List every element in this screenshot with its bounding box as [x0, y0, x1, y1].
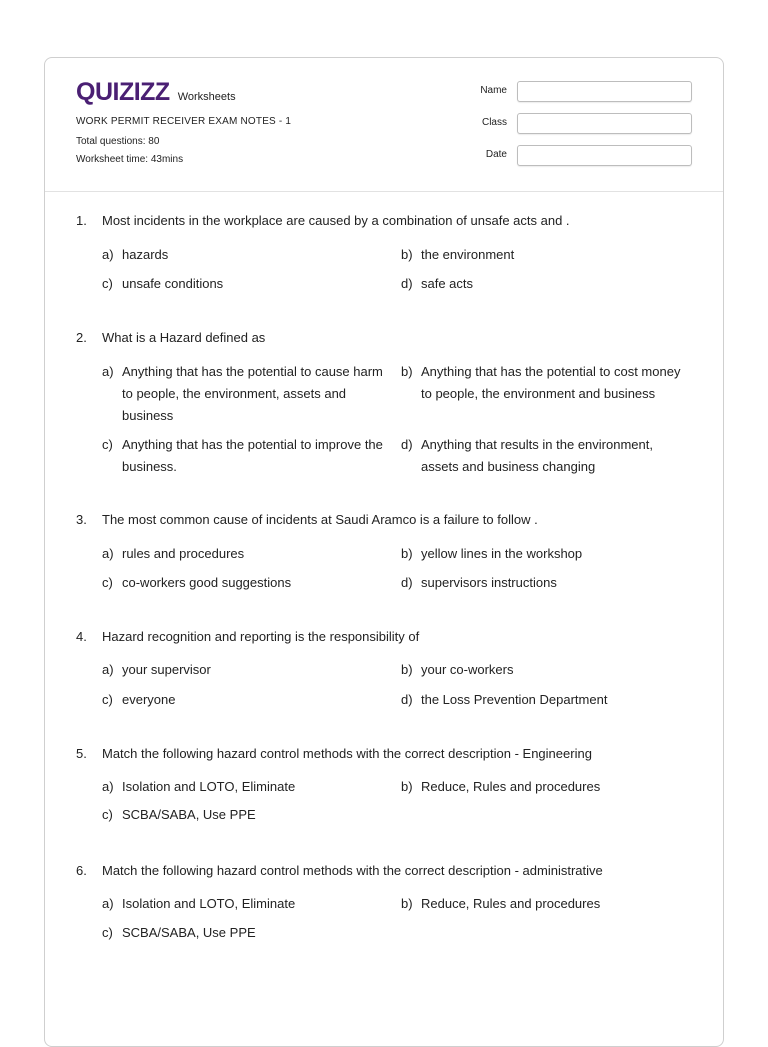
option-text: everyone — [122, 692, 176, 707]
option-b — [401, 244, 691, 266]
option-text: rules and procedures — [122, 546, 245, 561]
option-text: unsafe conditions — [122, 276, 224, 291]
option-letter: c) — [102, 807, 113, 822]
option-text: SCBA/SABA, Use PPE — [122, 925, 256, 940]
worksheet-time: Worksheet time: 43mins — [76, 154, 184, 165]
option-d — [401, 434, 691, 478]
brand-subtitle: Worksheets — [177, 91, 236, 103]
question-number: 4. — [76, 629, 87, 644]
option-text: supervisors instructions — [421, 575, 557, 590]
option-text: hazards — [122, 247, 169, 262]
option-text: safe acts — [421, 276, 474, 291]
question-number: 5. — [76, 746, 87, 761]
option-text: Anything that results in the environment, assets and business changing — [421, 437, 653, 474]
option-letter: a) — [102, 779, 114, 794]
option-d — [401, 273, 691, 295]
option-letter: c) — [102, 692, 113, 707]
option-b — [401, 361, 691, 405]
question-number: 2. — [76, 330, 87, 345]
option-c — [102, 922, 397, 944]
question-text: Most incidents in the workplace are caused by a combination of unsafe acts and . — [102, 213, 570, 228]
option-letter: b) — [401, 662, 413, 677]
option-c — [102, 804, 397, 826]
option-letter: c) — [102, 575, 113, 590]
option-c — [102, 434, 397, 478]
option-letter: d) — [401, 437, 413, 452]
worksheet-page — [44, 57, 724, 1047]
date-field[interactable] — [517, 145, 692, 166]
question-number: 1. — [76, 213, 87, 228]
option-d — [401, 689, 691, 711]
class-label: Class — [481, 117, 507, 128]
option-a — [102, 659, 397, 681]
total-questions: Total questions: 80 — [76, 136, 160, 147]
option-letter: b) — [401, 247, 413, 262]
option-a — [102, 361, 397, 427]
option-letter: d) — [401, 692, 413, 707]
question-number: 6. — [76, 863, 87, 878]
option-letter: c) — [102, 925, 113, 940]
option-b — [401, 776, 691, 798]
option-letter: a) — [102, 546, 114, 561]
class-field[interactable] — [517, 113, 692, 134]
name-field[interactable] — [517, 81, 692, 102]
option-text: Isolation and LOTO, Eliminate — [122, 779, 296, 794]
option-text: the environment — [421, 247, 515, 262]
option-b — [401, 893, 691, 915]
option-letter: a) — [102, 247, 114, 262]
option-text: SCBA/SABA, Use PPE — [122, 807, 256, 822]
worksheet-header — [45, 58, 723, 192]
quizizz-logo — [76, 78, 236, 106]
option-text: Anything that has the potential to cause harm to people, the environment, assets and business — [122, 364, 383, 423]
option-letter: d) — [401, 276, 413, 291]
option-c — [102, 572, 397, 594]
option-letter: d) — [401, 575, 413, 590]
option-a — [102, 776, 397, 798]
worksheet-title: WORK PERMIT RECEIVER EXAM NOTES - 1 — [76, 116, 292, 127]
option-letter: b) — [401, 779, 413, 794]
option-text: Reduce, Rules and procedures — [421, 779, 601, 794]
option-text: co-workers good suggestions — [122, 575, 292, 590]
question-text: Match the following hazard control methods with the correct description - Engineering — [102, 746, 592, 761]
option-text: your co-workers — [421, 662, 514, 677]
option-letter: b) — [401, 896, 413, 911]
option-letter: a) — [102, 364, 114, 379]
date-label: Date — [485, 149, 507, 160]
option-text: yellow lines in the workshop — [421, 546, 583, 561]
question-text: The most common cause of incidents at Saudi Aramco is a failure to follow . — [102, 512, 538, 527]
option-letter: b) — [401, 546, 413, 561]
option-a — [102, 543, 397, 565]
option-text: your supervisor — [122, 662, 211, 677]
option-letter: c) — [102, 276, 113, 291]
brand-logo-text: QUIZIZZ — [76, 78, 170, 106]
option-text: Reduce, Rules and procedures — [421, 896, 601, 911]
option-a — [102, 893, 397, 915]
option-letter: a) — [102, 896, 114, 911]
option-c — [102, 273, 397, 295]
question-number: 3. — [76, 512, 87, 527]
question-text: Hazard recognition and reporting is the responsibility of — [102, 629, 420, 644]
option-text: Anything that has the potential to improve the business. — [122, 437, 383, 474]
question-text: What is a Hazard defined as — [102, 330, 266, 345]
option-b — [401, 543, 691, 565]
option-text: Anything that has the potential to cost money to people, the environment and business — [421, 364, 681, 401]
option-c — [102, 689, 397, 711]
option-d — [401, 572, 691, 594]
option-text: the Loss Prevention Department — [421, 692, 608, 707]
name-label: Name — [480, 85, 507, 96]
option-letter: c) — [102, 437, 113, 452]
option-a — [102, 244, 397, 266]
option-text: Isolation and LOTO, Eliminate — [122, 896, 296, 911]
option-b — [401, 659, 691, 681]
question-text: Match the following hazard control methods with the correct description - administrative — [102, 863, 603, 878]
option-letter: b) — [401, 364, 413, 379]
option-letter: a) — [102, 662, 114, 677]
